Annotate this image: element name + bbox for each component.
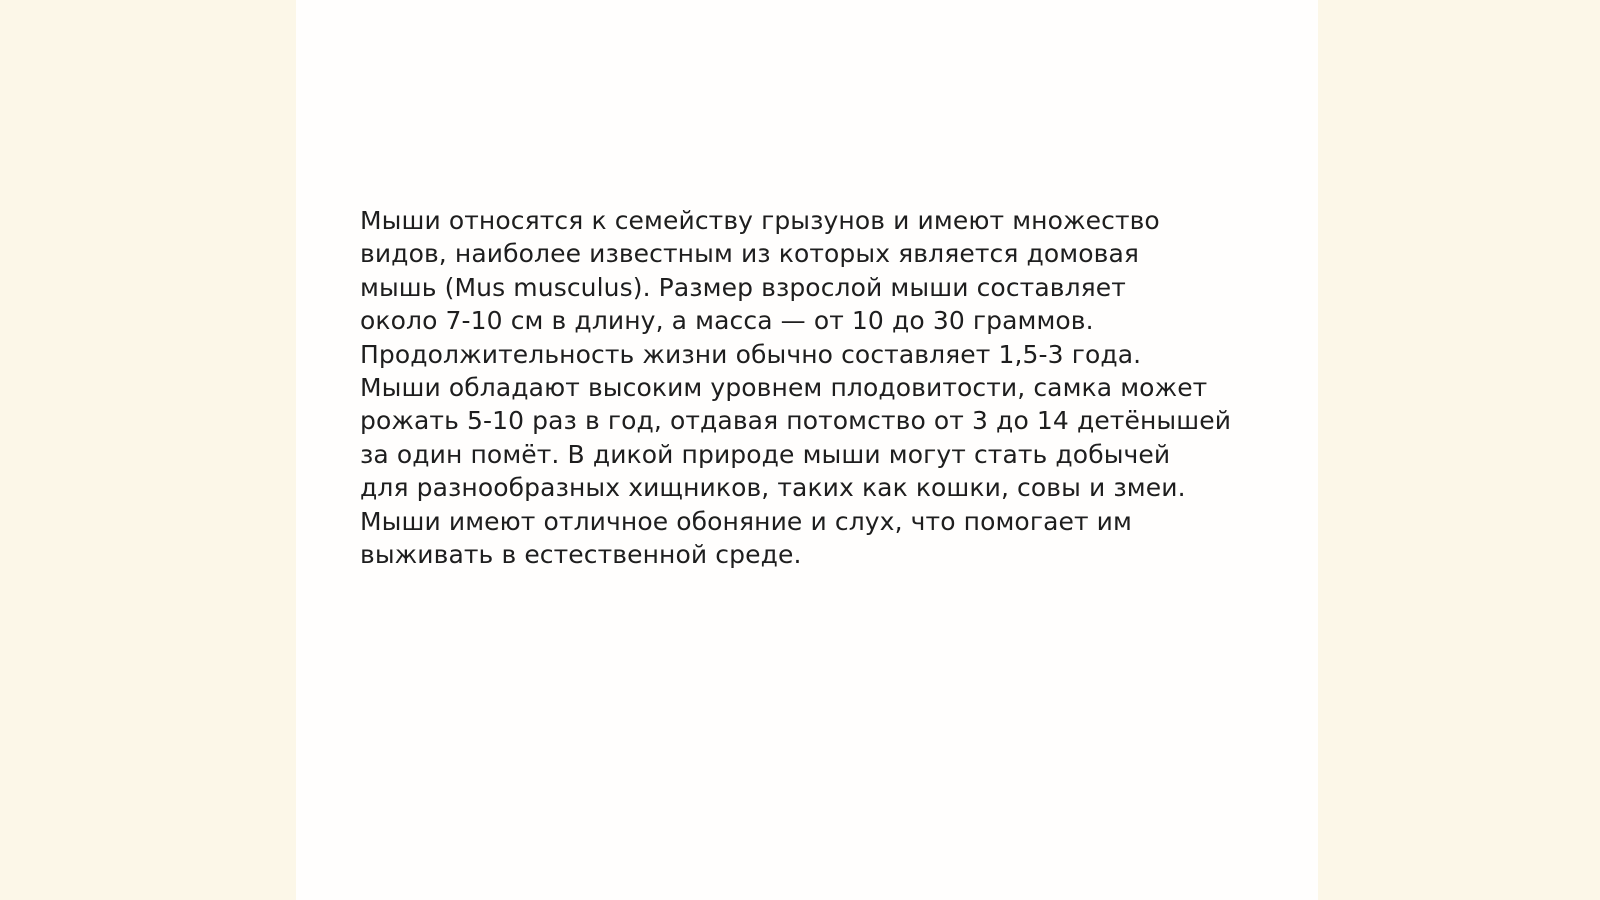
paragraph-line: Мыши обладают высоким уровнем плодовитости, самка может — [360, 373, 1208, 403]
left-margin — [0, 0, 296, 900]
document-paragraph — [360, 204, 1260, 571]
paragraph-line: Продолжительность жизни обычно составляет 1,5-3 года. — [360, 339, 1142, 369]
paragraph-line: за один помёт. В дикой природе мыши могут стать добычей — [360, 439, 1171, 469]
paragraph-line: рожать 5-10 раз в год, отдавая потомство от 3 до 14 детёнышей — [360, 406, 1232, 436]
paragraph-line: Мыши имеют отличное обоняние и слух, что помогает им — [360, 506, 1132, 536]
document-page — [296, 0, 1318, 900]
paragraph-line: мышь (Mus musculus). Размер взрослой мыши составляет — [360, 272, 1126, 302]
paragraph-line: видов, наиболее известным из которых является домовая — [360, 239, 1140, 269]
paragraph-line: для разнообразных хищников, таких как кошки, совы и змеи. — [360, 473, 1186, 503]
right-margin — [1318, 0, 1600, 900]
paragraph-line: выживать в естественной среде. — [360, 540, 802, 570]
paragraph-line: Мыши относятся к семейству грызунов и имеют множество — [360, 206, 1160, 235]
paragraph-line: около 7-10 см в длину, а масса — от 10 до 30 граммов. — [360, 306, 1094, 336]
